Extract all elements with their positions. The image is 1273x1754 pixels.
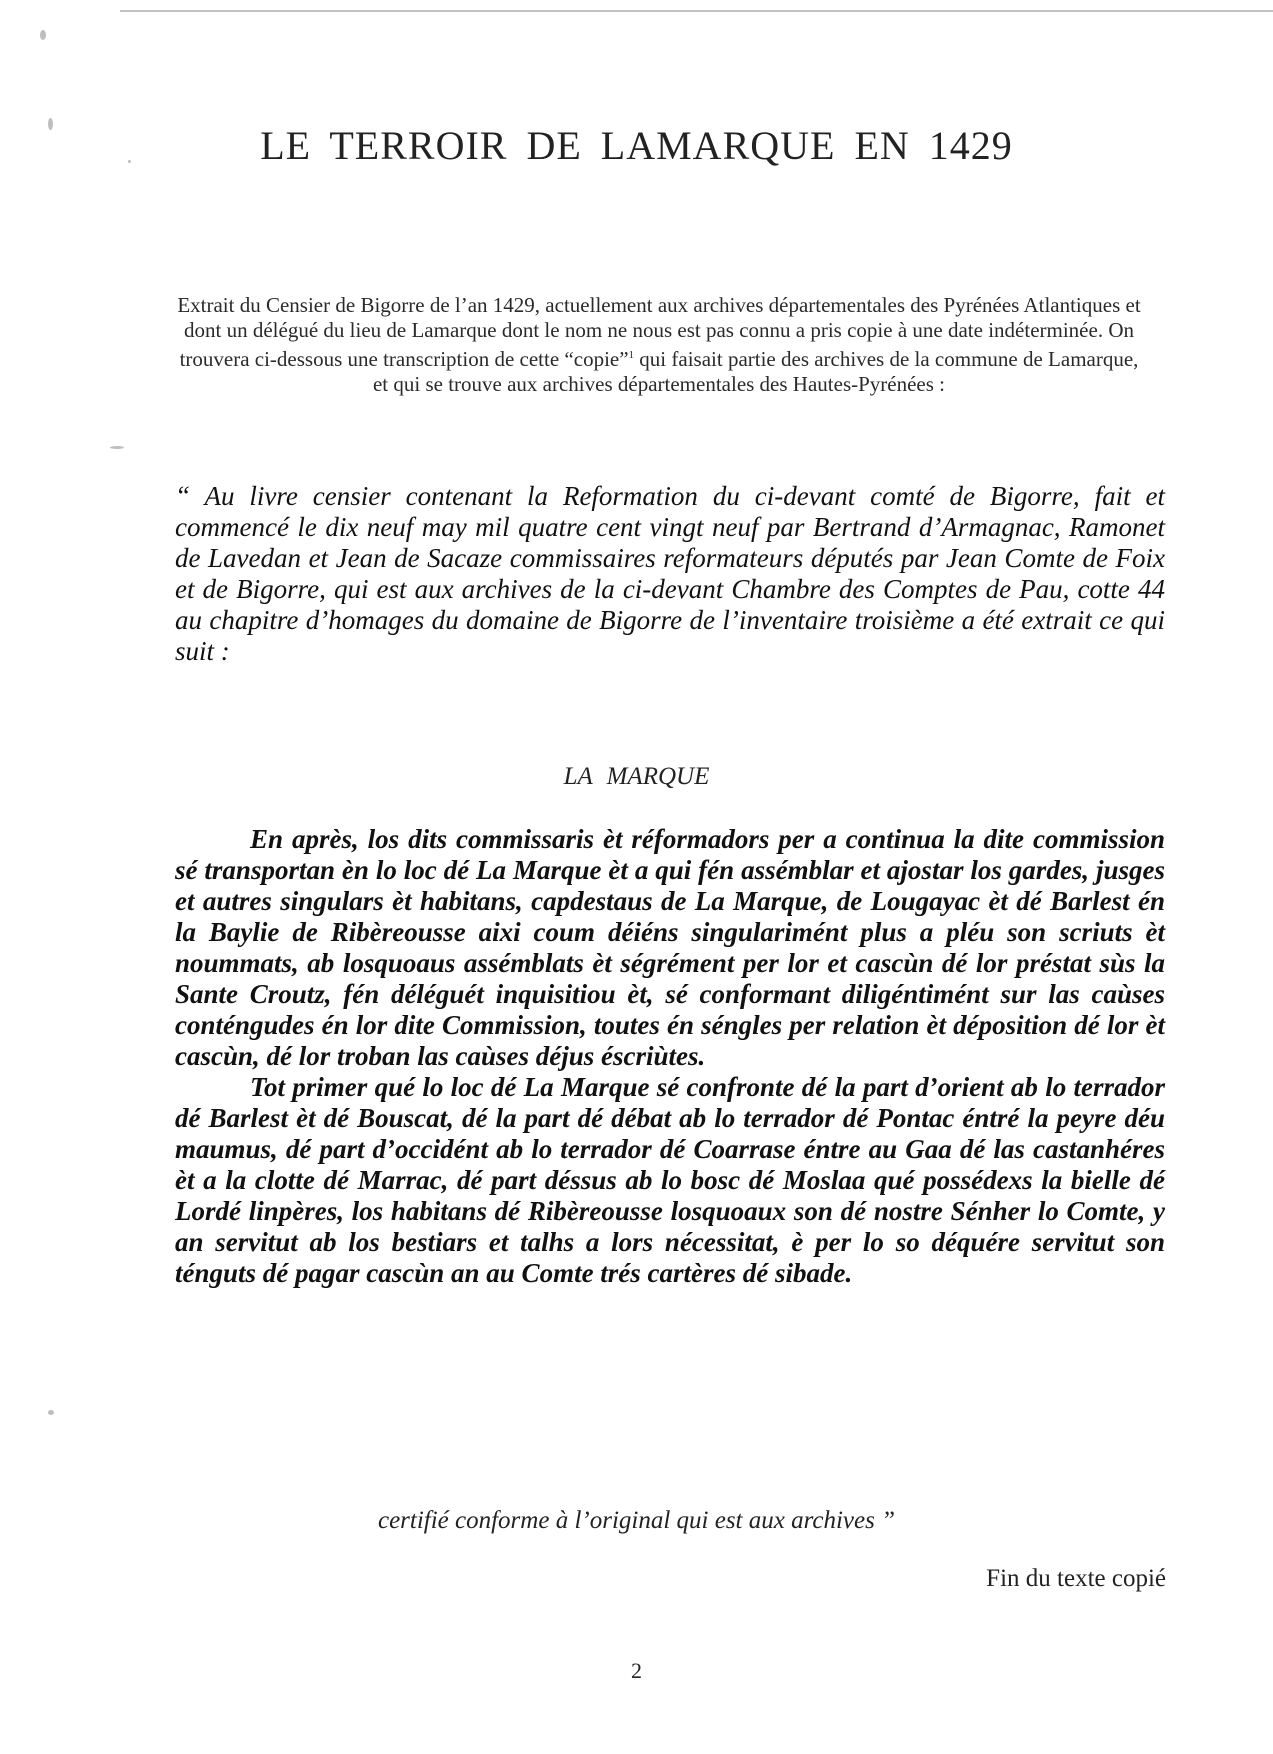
scan-speck (48, 1410, 54, 1415)
page-number: 2 (631, 1658, 642, 1683)
section-title: LA MARQUE (563, 763, 710, 790)
quote-paragraph: “ Au livre censier contenant la Reformation du ci-devant comté de Bigorre, fait et commencé le dix neuf may mil quatre cent vingt neuf par Bertrand d’Armagnac, Ramonet de Lavedan et Jean de Sacaze commissaires reformateurs députés par Jean Comte de Foix et de Bigorre, qui est aux archives de la ci-devant Chambre des Comptes de Pau, cotte 44 au chapitre d’homages du domaine de Bigorre de l’inventaire troisième a été extrait ce qui suit : (175, 481, 1165, 666)
document-title: LE TERROIR DE LAMARQUE EN 1429 (260, 123, 1013, 168)
transcription-paragraph: Tot primer qué lo loc dé La Marque sé confronte dé la part d’orient ab lo terrador dé Barlest èt dé Bouscat, dé la part dé débat ab lo terrador dé Pontac éntré la peyre déu maumus, dé part d’occidént ab lo terrador dé Coarrase éntre au Gaa dé las castanhéres èt a la clotte dé Marrac, dé part déssus ab lo bosc dé Moslaa qué possédexs la bielle dé Lordé linpères, los habitans dé Ribèreousse losquoaux son dé nostre Sénher lo Comte, y an servitut ab los bestiars et talhs a lors nécessitat, è per lo so déquére servitut son ténguts dé pagar cascùn an au Comte trés cartères dé sibade. (175, 1072, 1165, 1288)
intro-text-continued: qui faisait partie des archives de la commune de Lamarque, et qui se trouve aux archives départementales des Hautes-Pyrénées : (372, 347, 1139, 396)
scan-edge-rule (120, 10, 1273, 12)
footnote-marker: 1 (628, 349, 635, 361)
intro-text: Extrait du Censier de Bigorre de l’an 1429, actuellement aux archives départementales des Pyrénées Atlantiques et dont un délégué du lieu de Lamarque dont le nom ne nous est pas connu a pris copie à une date indéterminée. On trouvera ci-dessous une transcription de cette “copie” (177, 293, 1141, 371)
transcription-body (175, 824, 1165, 1289)
scan-speck (110, 446, 124, 449)
transcription-paragraph: En après, los dits commissaris èt réformadors per a continua la dite commission sé transportan èn lo loc dé La Marque èt a qui fén assémblar et ajostar los gardes, jusges et autres singulars èt habitans, capdestaus de La Marque, de Lougayac èt dé Barlest én la Baylie de Ribèreousse aixi coum déiéns singularimént plus a pléu son scriuts èt noummats, ab losquoaus assémblats èt ségrément per lor et cascùn dé lor préstat sùs la Sante Croutz, fén déléguét inquisitiou èt, sé conformant diligéntimént sur las caùses conténgudes én lor dite Commission, toutes én séngles per relation èt déposition dé lor èt cascùn, dé lor troban las caùses déjus éscriùtes. (175, 824, 1165, 1071)
end-note: Fin du texte copié (986, 1565, 1166, 1592)
certification-line: certifié conforme à l’original qui est aux archives ” (377, 1507, 896, 1534)
intro-paragraph (176, 293, 1142, 397)
scan-speck (40, 30, 46, 40)
